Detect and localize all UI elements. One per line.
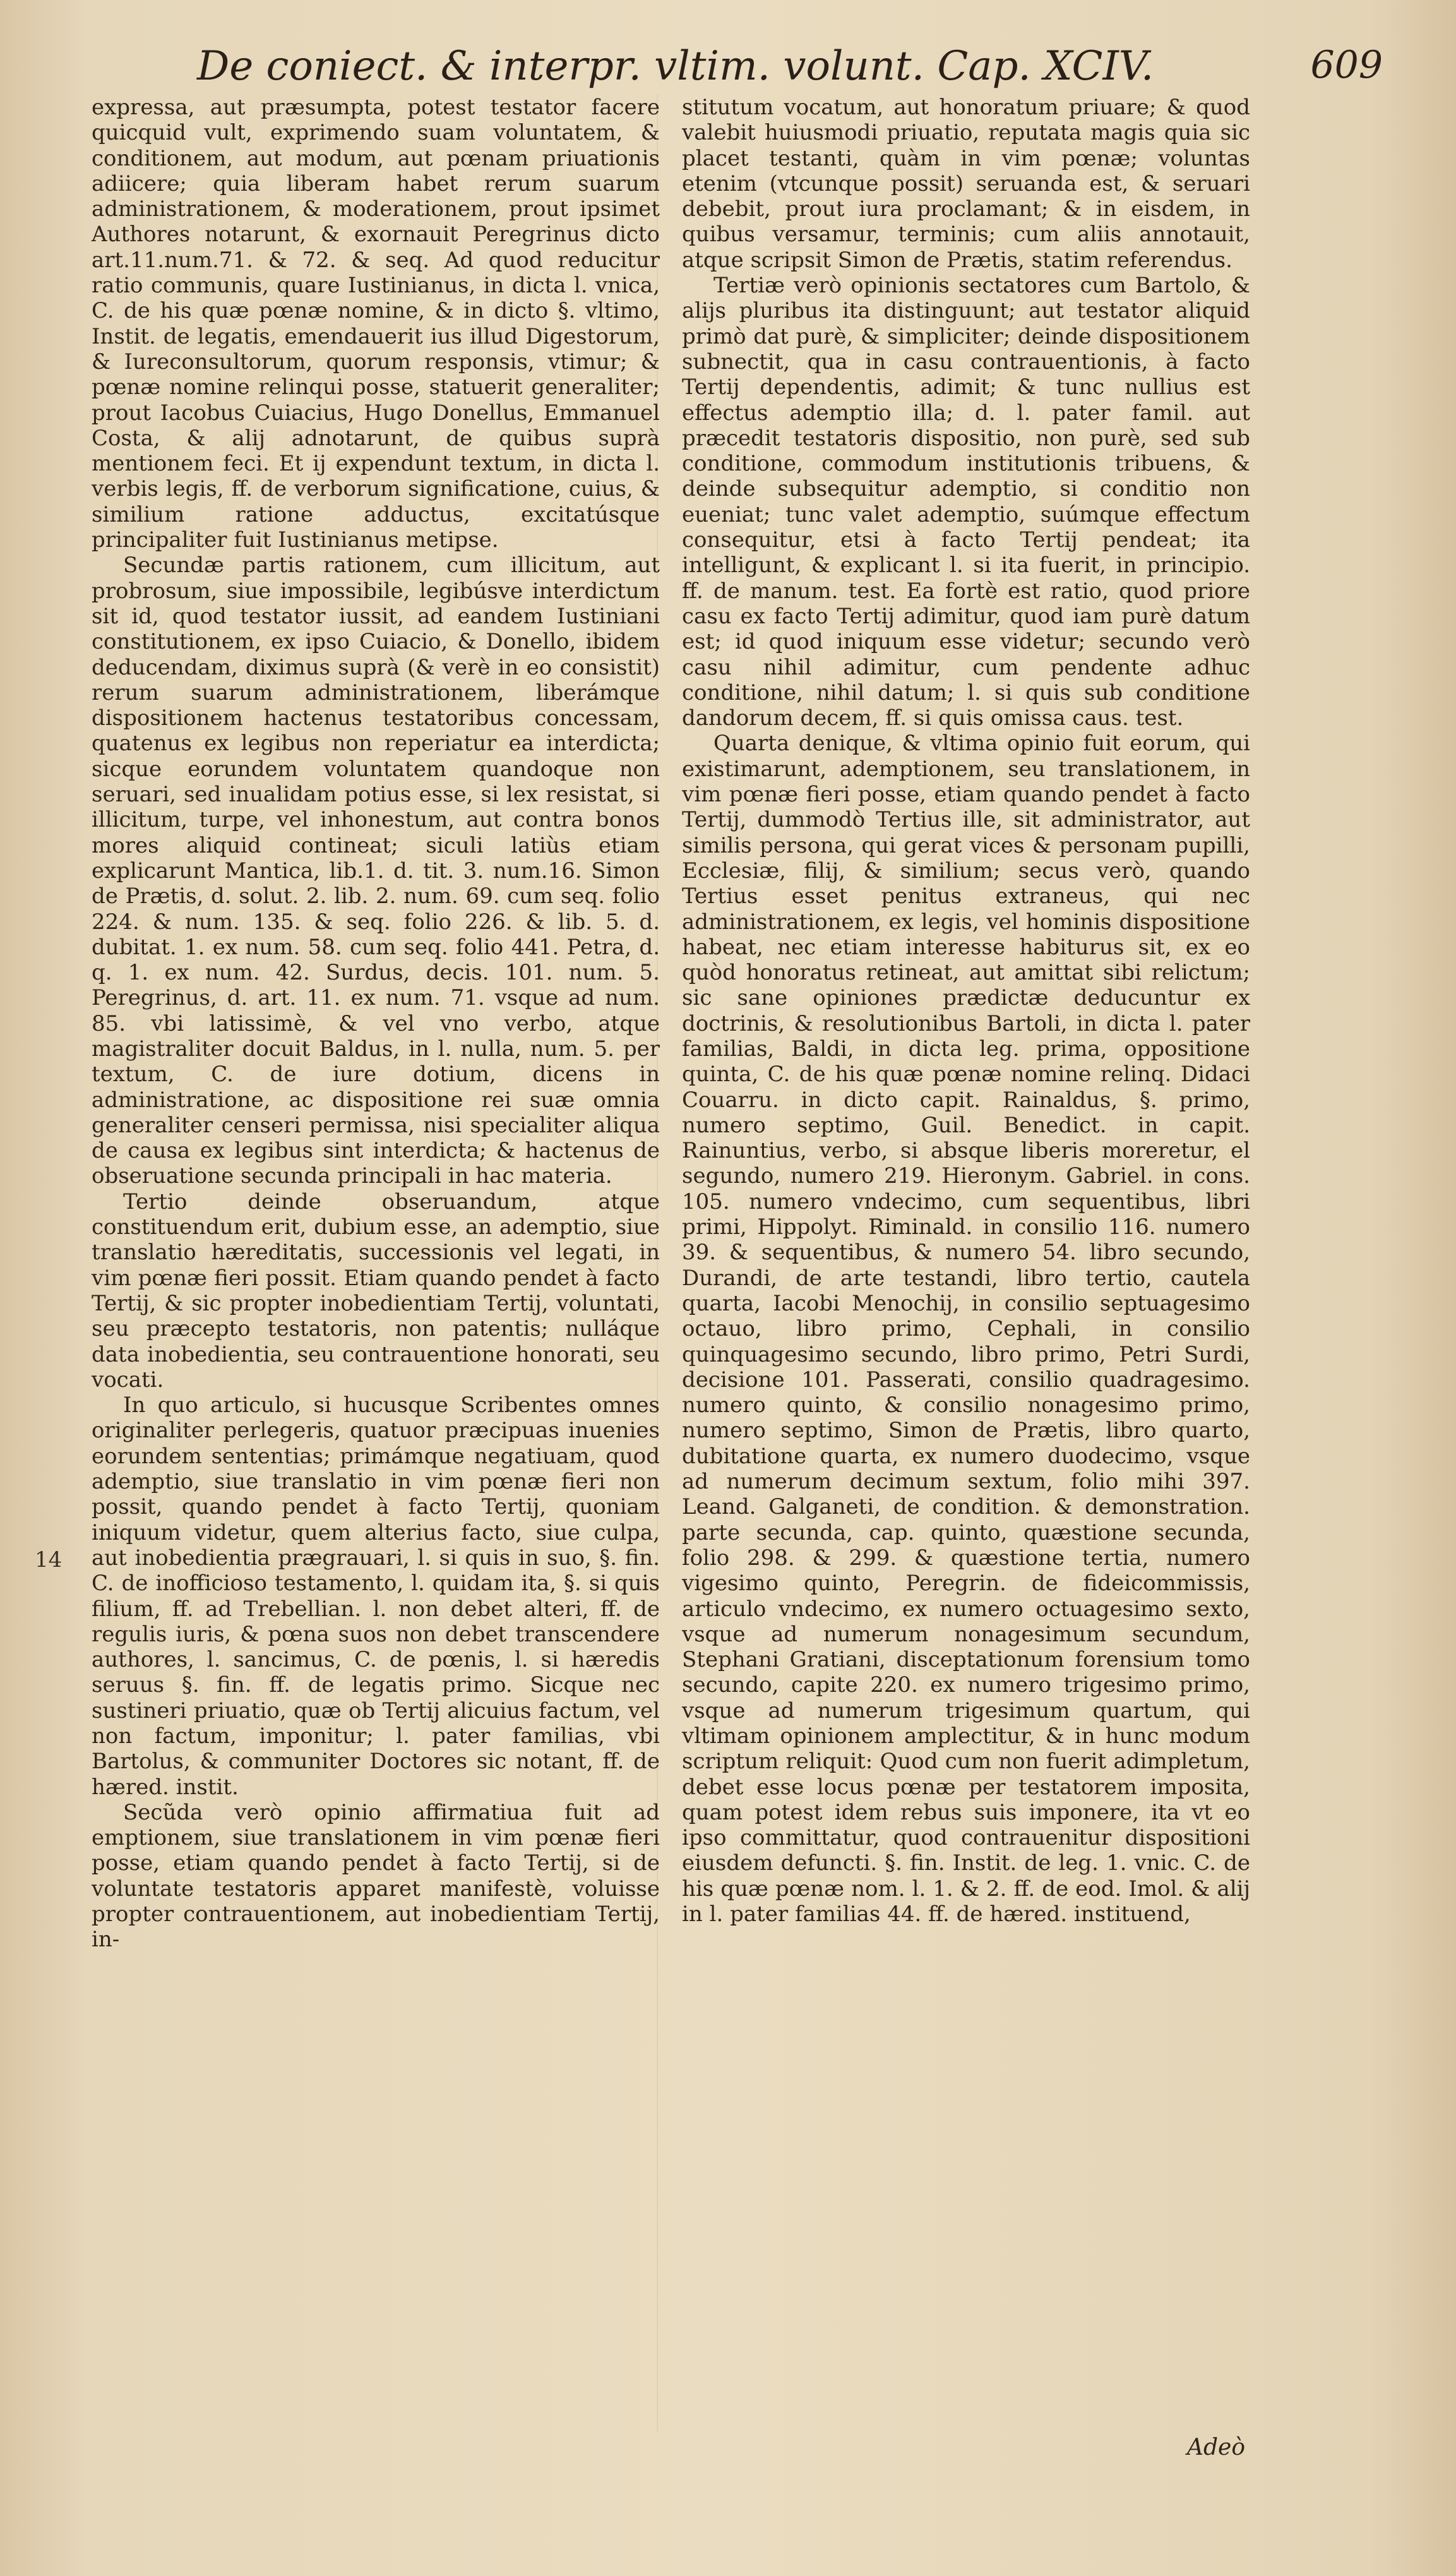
right-paragraph-3: Quarta denique, & vltima opinio fuit eorum, qui existimarunt, ademptionem, seu translationem, in vim pœnæ fieri posse, etiam quando pendet à facto Tertij, dummodò Tertius ille, sit administrator, aut similis persona, qui gerat vices & personam pupilli, Ecclesiæ, filij, & similium; secus verò, quando Tertius esset penitus extraneus, qui nec administrationem, ex legis, vel hominis dispositione habeat, nec etiam interesse habiturus sit, ex eo quòd honoratus retineat, aut amittat sibi relictum; sic sane opiniones prædictæ deducuntur ex doctrinis, & resolutionibus Bartoli, in dicta l. pater familias, Baldi, in dicta leg. prima, oppositione quinta, C. de his quæ pœnæ nomine relinq. Didaci Couarru. in dicto capit. Rainaldus, §. primo, numero septimo, Guil. Benedict. in capit. Rainuntius, verbo, si absque liberis moreretur, el segundo, numero 219. Hieronym. Gabriel. in cons. 105. numero vndecimo, cum sequentibus, libri primi, Hippolyt. Riminald. in consilio 116. numero 39. & sequentibus, & numero 54. libro secundo, Durandi, de arte testandi, libro tertio, cautela quarta, Iacobi Menochij, in consilio septuagesimo octauo, libro primo, Cephali, in consilio quinquagesimo secundo, libro primo, Petri Surdi, decisione 101. Passerati, consilio quadragesimo. numero quinto, & consilio nonagesimo primo, numero septimo, Simon de Prætis, libro quarto, dubitatione quarta, ex numero duodecimo, vsque ad numerum decimum sextum, folio mihi 397. Leand. Galganeti, de condition. & demonstration. parte secunda, cap. quinto, quæstione secunda, folio 298. & 299. & quæstione tertia, numero vigesimo quinto, Peregrin. de fideicommissis, articulo vndecimo, ex numero octuagesimo sexto, vsque ad numerum nonagesimum secundum, Stephani Gratiani, disceptationum forensium tomo secundo, capite 220. ex numero trigesimo primo, vsque ad numerum trigesimum quartum, qui vltimam opinionem amplectitur, & in hunc modum scriptum reliquit: Quod cum non fuerit adimpletum, debet esse locus pœnæ per testatorem imposita, quam potest idem rebus suis imponere, ita vt eo ipso committatur, quod contrauenitur dispositioni eiusdem defuncti. §. fin. Instit. de leg. 1. vnic. C. de his quæ pœnæ nom. l. 1. & 2. ff. de eod. Imol. & alij in l. pater familias 44. ff. de hæred. instituend,	[682, 731, 1250, 1927]
catchword: Adeò	[1187, 2435, 1246, 2460]
left-paragraph-1: expressa, aut præsumpta, potest testator facere quicquid vult, exprimendo suam voluntatem, & conditionem, aut modum, aut pœnam priuationis adiicere; quia liberam habet rerum suarum administrationem, & moderationem, prout ipsimet Authores notarunt, & exornauit Peregrinus dicto art.11.num.71. & 72. & seq. Ad quod reducitur ratio communis, quare Iustinianus, in dicta l. vnica, C. de his quæ pœnæ nomine, & in dicto §. vltimo, Instit. de legatis, emendauerit ius illud Digestorum, & Iureconsultorum, quorum responsis, vtimur; & pœnæ nomine relinqui posse, statuerit generaliter; prout Iacobus Cuiacius, Hugo Donellus, Emmanuel Costa, & alij adnotarunt, de quibus suprà mentionem feci. Et ij expendunt textum, in dicta l. verbis legis, ff. de verborum significatione, cuius, & similium ratione adductus, excitatúsque principaliter fuit Iustinianus metipse.	[92, 95, 660, 553]
right-column	[682, 95, 1250, 1927]
page-number: 609	[1310, 43, 1383, 87]
page-header	[189, 38, 1389, 88]
left-paragraph-5: Secũda verò opinio affirmatiua fuit ad emptionem, siue translationem in vim pœnæ fieri posse, etiam quando pendet à facto Tertij, si de voluntate testatoris apparet manifestè, voluisse propter contrauentionem, aut inobedientiam Tertij, in-	[92, 1799, 660, 1953]
running-title: De coniect. & interpr. vltim. volunt. Cap. XCIV.	[197, 43, 1154, 90]
left-column	[92, 95, 660, 1953]
right-paragraph-1: stitutum vocatum, aut honoratum priuare; & quod valebit huiusmodi priuatio, reputata magis quia sic placet testanti, quàm in vim pœnæ; voluntas etenim (vtcunque possit) seruanda est, & seruari debebit, prout iura proclamant; & in eisdem, in quibus versamur, terminis; cum aliis annotauit, atque scripsit Simon de Prætis, statim referendus.	[682, 95, 1250, 273]
margin-note-number: 14	[35, 1547, 63, 1573]
left-paragraph-2: Secundæ partis rationem, cum illicitum, aut probrosum, siue impossibile, legibúsve interdictum sit id, quod testator iussit, ad eandem Iustiniani constitutionem, ex ipso Cuiacio, & Donello, ibidem deducendam, diximus suprà (& verè in eo consistit) rerum suarum administrationem, liberámque dispositionem hactenus testatoribus concessam, quatenus ex legibus non reperiatur ea interdicta; sicque eorundem voluntatem quandoque non seruari, sed inualidam potius esse, si lex resistat, si illicitum, turpe, vel inhonestum, aut contra bonos mores aliquid contineat; siculi latiùs etiam explicarunt Mantica, lib.1. d. tit. 3. num.16. Simon de Prætis, d. solut. 2. lib. 2. num. 69. cum seq. folio 224. & num. 135. & seq. folio 226. & lib. 5. d. dubitat. 1. ex num. 58. cum seq. folio 441. Petra, d. q. 1. ex num. 42. Surdus, decis. 101. num. 5. Peregrinus, d. art. 11. ex num. 71. vsque ad num. 85. vbi latissimè, & vel vno verbo, atque magistraliter docuit Baldus, in l. nulla, num. 5. per textum, C. de iure dotium, dicens in administratione, ac dispositione rei suæ omnia generaliter censeri permissa, nisi specialiter aliqua de causa ex legibus sint interdicta; & hactenus de obseruatione secunda principali in hac materia.	[92, 553, 660, 1189]
left-paragraph-4: In quo articulo, si hucusque Scribentes omnes originaliter perlegeris, quatuor præcipuas inuenies eorundem sententias; primámque negatiuam, quod ademptio, siue translatio in vim pœnæ fieri non possit, quando pendet à facto Tertij, quoniam iniquum videtur, quem alterius facto, siue culpa, aut inobedientia prægrauari, l. si quis in suo, §. fin. C. de inofficioso testamento, l. quidam ita, §. si quis filium, ff. ad Trebellian. l. non debet alteri, ff. de regulis iuris, & pœna suos non debet transcendere authores, l. sancimus, C. de pœnis, l. si hæredis seruus §. fin. ff. de legatis primo. Sicque nec sustineri priuatio, quæ ob Tertij alicuius factum, vel non factum, imponitur; l. pater familias, vbi Bartolus, & communiter Doctores sic notant, ff. de hæred. instit.	[92, 1393, 660, 1800]
right-paragraph-2: Tertiæ verò opinionis sectatores cum Bartolo, & alijs pluribus ita distinguunt; aut testator aliquid primò dat purè, & simpliciter; deinde dispositionem subnectit, qua in casu contrauentionis, à facto Tertij dependentis, adimit; & tunc nullius est effectus ademptio illa; d. l. pater famil. aut præcedit testatoris dispositio, non purè, sed sub conditione, commodum institutionis tribuens, & deinde subsequitur ademptio, si conditio non eueniat; tunc valet ademptio, suúmque effectum consequitur, etsi à facto Tertij pendeat; ita intelligunt, & explicant l. si ita fuerit, in principio. ff. de manum. test. Ea fortè est ratio, quod priore casu ex facto Tertij adimitur, quod iam purè datum est; id quod iniquum esse videtur; secundo verò casu nihil adimitur, cum pendente adhuc conditione, nihil datum; l. si quis sub conditione dandorum decem, ff. si quis omissa caus. test.	[682, 273, 1250, 731]
left-paragraph-3: Tertio deinde obseruandum, atque constituendum erit, dubium esse, an ademptio, siue translatio hæreditatis, successionis vel legati, in vim pœnæ fieri possit. Etiam quando pendet à facto Tertij, & sic propter inobedientiam Tertij, voluntati, seu præcepto testatoris, non patentis; nulláque data inobedientia, seu contrauentione honorati, seu vocati.	[92, 1189, 660, 1393]
